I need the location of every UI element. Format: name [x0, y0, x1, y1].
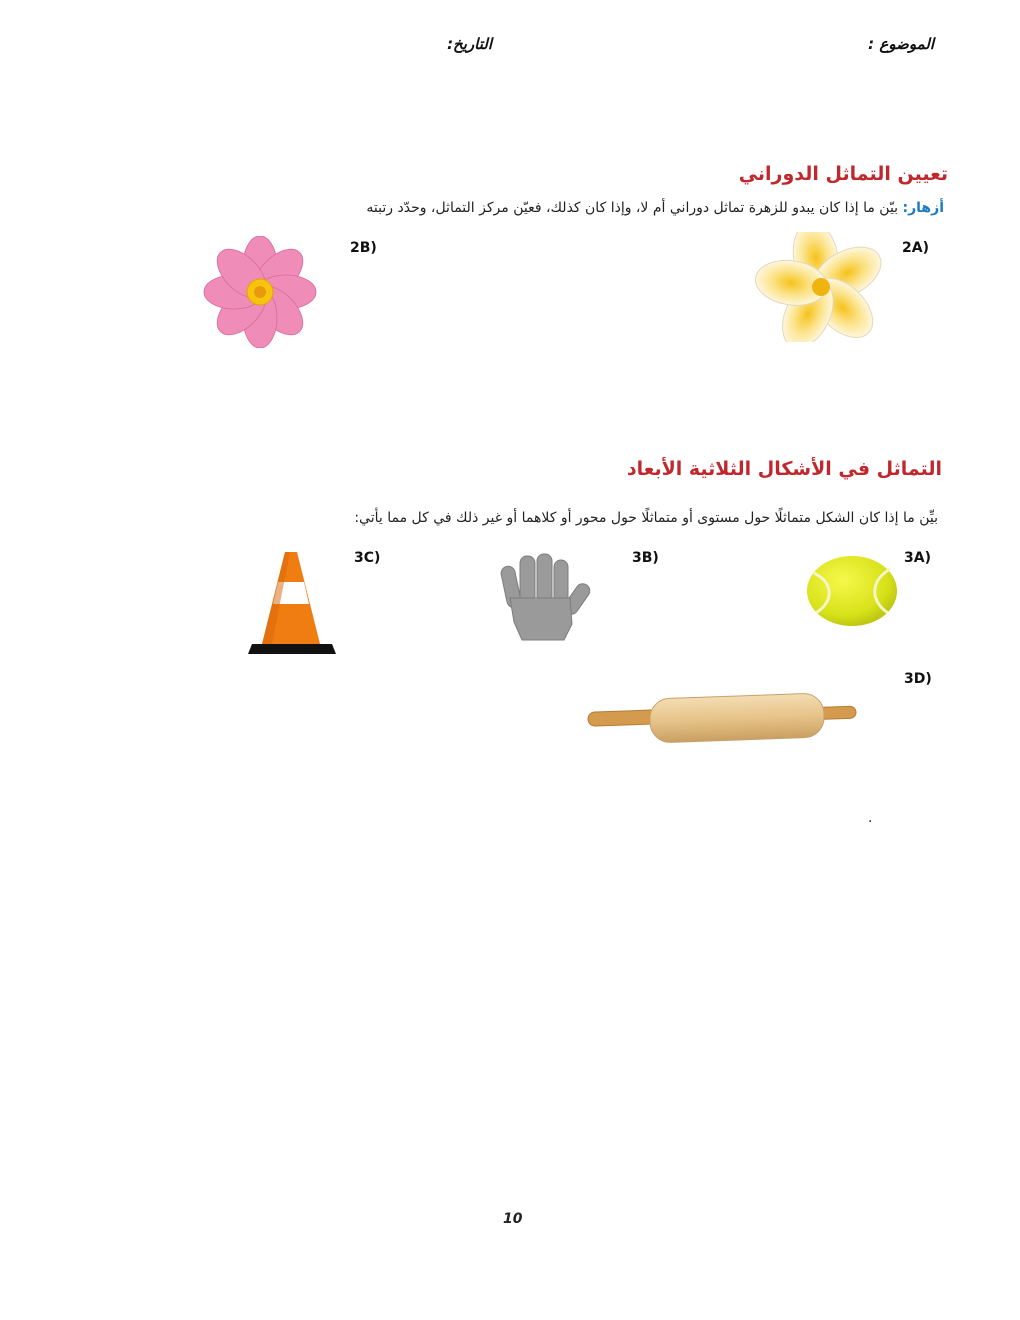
glove-image — [496, 552, 600, 644]
section1-instruction: بيّن ما إذا كان يبدو للزهرة تماثل دوراني أم لا، وإذا كان كذلك، فعيّن مركز التماثل، وحدّد رتبته — [366, 200, 899, 216]
item-label-3a: 3A) — [904, 550, 931, 566]
rolling-pin-image — [584, 690, 860, 746]
section1-instruction-line — [366, 200, 944, 216]
page-number: 10 — [503, 1211, 523, 1227]
tennis-ball-image — [804, 553, 900, 629]
subject-label: الموضوع : — [868, 35, 934, 53]
pink-cosmos-flower-image — [190, 236, 330, 348]
item-label-3b: 3B) — [632, 550, 659, 566]
plumeria-flower-image — [748, 232, 894, 342]
item-label-3d: 3D) — [904, 671, 932, 687]
date-label: التاريخ: — [447, 35, 492, 53]
section-title-3d-symmetry: التماثل في الأشكال الثلاثية الأبعاد — [626, 458, 942, 480]
item-label-3c: 3C) — [354, 550, 381, 566]
keyword-flowers: أزهار: — [902, 200, 944, 216]
item-label-2b: 2B) — [350, 240, 377, 256]
section-title-rotational-symmetry: تعيين التماثل الدوراني — [738, 163, 948, 185]
stray-mark: . — [868, 810, 873, 826]
section2-instruction: بيِّن ما إذا كان الشكل متماثلًا حول مستوى أو متماثلًا حول محور أو كلاهما أو غير ذلك في كل مما يأتي: — [354, 510, 938, 526]
traffic-cone-image — [236, 548, 348, 660]
item-label-2a: 2A) — [902, 240, 929, 256]
